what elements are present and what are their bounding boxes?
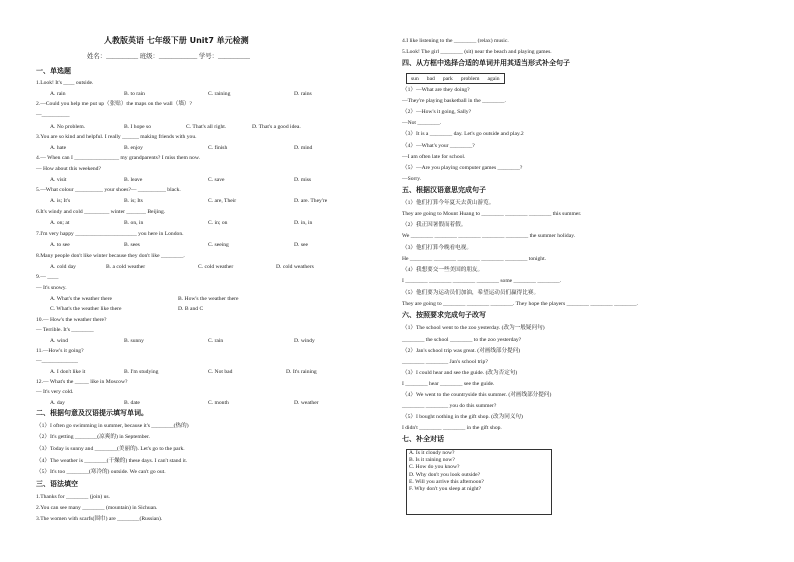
translate-2-cn: （2）我正因暑假而着假。 [402, 222, 467, 228]
section-5-heading: 五、根据汉语意思完成句子 [402, 186, 486, 194]
box-sentence-1: （1）—What are they doing? [402, 87, 470, 93]
page-title: 人教版英语 七年级下册 Unit7 单元检测 [104, 36, 249, 45]
q1-option-b[interactable]: B. to rain [124, 91, 145, 97]
word-box-item: problem [460, 75, 480, 82]
grammar-3: 3.The women with scarfs(围巾) are ________(Russian). [36, 516, 163, 522]
question-5: 5.—What colour __________ your shoes?— __________ black. [36, 187, 181, 193]
q4-option-b[interactable]: B. leave [124, 177, 143, 183]
q2-option-d[interactable]: D. That's a good idea. [252, 124, 301, 130]
q4-option-d[interactable]: D. miss [294, 177, 312, 183]
q8-option-b[interactable]: B. a cold weather [106, 264, 146, 270]
question-8: 8.Many people don't like winter because they don't like ________. [36, 253, 185, 259]
rewrite-3-answer: I ________ hear ________ see the guide. [402, 381, 495, 387]
q6-option-c[interactable]: C. in; on [208, 220, 228, 226]
dialog-option: F. Why don't you sleep at night? [409, 486, 482, 493]
q12-option-b[interactable]: B. date [124, 400, 140, 406]
q10-option-d[interactable]: D. windy [294, 338, 315, 344]
word-box-item: again [487, 75, 500, 82]
q12-option-a[interactable]: A. day [50, 400, 65, 406]
translate-4-en: I ________ ________ ________ ________ some ________ ________. [402, 278, 562, 284]
q7-option-a[interactable]: A. to see [50, 242, 70, 248]
q4-option-c[interactable]: C. save [208, 177, 225, 183]
question-12-reply: — It's very cold. [36, 389, 74, 395]
rewrite-1-prompt: （1）The school went to the zoo yesterday. (改为一般疑问句) [402, 325, 545, 331]
grammar-2: 2.You can see many ________ (mountain) in Sichuan. [36, 505, 158, 511]
word-box-item: park [442, 75, 453, 82]
question-10-reply: — Terrible. It's ________ [36, 327, 94, 333]
q7-option-b[interactable]: B. sees [124, 242, 140, 248]
q5-option-a[interactable]: A. is; It's [50, 198, 71, 204]
q3-option-a[interactable]: A. hate [50, 145, 67, 151]
grammar-5: 5.Look! The girl ________ (sit) near the beach and playing games. [402, 49, 552, 55]
q9-option-b[interactable]: B. How's the weather there [178, 296, 239, 302]
q2-option-a[interactable]: A. No problem. [50, 124, 86, 130]
section-1-heading: 一、单选题 [36, 67, 71, 75]
q9-option-d[interactable]: D. B and C [178, 306, 204, 312]
fill-word-4: （4）The weather is ________(干燥的) these days. I can't stand it. [36, 458, 188, 464]
section-3-heading: 三、语法填空 [36, 480, 78, 488]
q9-option-a[interactable]: A. What's the weather there [50, 296, 112, 302]
rewrite-4-prompt: （4）We went to the countryside this summer. (对画线部分提问) [402, 392, 552, 398]
box-sentence-2-reply: —Not ________. [402, 120, 442, 126]
section-7-heading: 七、补全对话 [402, 435, 444, 443]
translate-4-cn: （4）我想要交一些美国的朋友。 [402, 267, 484, 273]
q8-option-c[interactable]: C. cold weather [198, 264, 234, 270]
fill-word-3: （3）Today is sunny and ________(美丽的). Let's go to the park. [36, 446, 185, 452]
question-9: 9.— ____ [36, 274, 59, 280]
q8-option-d[interactable]: D. cold weathers [276, 264, 314, 270]
question-11: 11.—How's it going? [36, 348, 84, 354]
rewrite-2-prompt: （2）Jan's school trip was great. (对画线部分提问) [402, 348, 521, 354]
rewrite-5-answer: I didn't ________ ________ in the gift shop. [402, 425, 502, 431]
q12-option-d[interactable]: D. weather [294, 400, 319, 406]
q3-option-d[interactable]: D. mind [294, 145, 313, 151]
question-7: 7.I'm very happy ______________________ you here in London. [36, 231, 184, 237]
q4-option-a[interactable]: A. visit [50, 177, 67, 183]
rewrite-4-answer: ________ ________ you do this summer? [402, 403, 497, 409]
q6-option-d[interactable]: D. in, in [294, 220, 313, 226]
q2-option-b[interactable]: B. I hope so [124, 124, 152, 130]
dialog-option: C. How do you know? [409, 464, 460, 471]
translate-3-en: He ________ ________ ________ ________ ________ tonight. [402, 256, 547, 262]
dialog-option: B. Is it raining now? [409, 457, 455, 464]
q10-option-b[interactable]: B. sunny [124, 338, 144, 344]
dialog-option: D. Why don't you look outside? [409, 471, 481, 478]
word-box-item: bad [426, 75, 435, 82]
section-2-heading: 二、根据句意及汉语提示填写单词。 [36, 409, 148, 417]
grammar-1: 1.Thanks for ________ (join) us. [36, 494, 110, 500]
rewrite-1-answer: ________ the school ________ to the zoo yesterday? [402, 337, 522, 343]
rewrite-3-prompt: （3）I could hear and see the guide. (改为否定句) [402, 370, 518, 376]
q1-option-c[interactable]: C. raining [208, 91, 231, 97]
q12-option-c[interactable]: C. month [208, 400, 229, 406]
translate-1-cn: （1）他们打算今年夏天去黄山游览。 [402, 200, 495, 206]
q1-option-a[interactable]: A. rain [50, 91, 66, 97]
q11-option-c[interactable]: C. Not bad [208, 369, 233, 375]
box-sentence-5: （5）—Are you playing computer games ________? [402, 165, 523, 171]
grammar-4: 4.I like listening to the ________ (relax) music. [402, 38, 509, 44]
question-3: 3.You are so kind and helpful. I really ______ making friends with you. [36, 134, 197, 140]
dialog-options-box [406, 449, 552, 515]
question-4: 4.— When can I ________________ my grandparents? I miss them now. [36, 155, 200, 161]
q7-option-c[interactable]: C. seeing [208, 242, 229, 248]
translate-1-en: They are going to Mount Huang to ________ ________ ________ this summer. [402, 211, 582, 217]
question-2: 2.—Could you help me put up（张贴）the maps on the wall（墙）? [36, 101, 192, 107]
q9-option-c[interactable]: C. What's the weather like there [50, 306, 122, 312]
q10-option-a[interactable]: A. wind [50, 338, 69, 344]
fill-word-1: （1）I often go swimming in summer, because it's ________(热的) [36, 423, 189, 429]
rewrite-2-answer: ________ ________ Jan's school trip? [402, 359, 488, 365]
q5-option-c[interactable]: C. are, Their [208, 198, 237, 204]
translate-5-en: They are going to ________ ________ ________. They hope the players ________ ________ ________. [402, 301, 638, 307]
box-sentence-1-reply: —They're playing basketball in the ________. [402, 98, 506, 104]
question-11-reply: —_____________ [36, 358, 78, 364]
word-box-item: sun [411, 75, 419, 82]
box-sentence-5-reply: —Sorry. [402, 176, 422, 182]
q11-option-d[interactable]: D. It's raining [286, 369, 317, 375]
q11-option-a[interactable]: A. I don't like it [50, 369, 86, 375]
q3-option-c[interactable]: C. finish [208, 145, 228, 151]
question-9-reply: — It's snowy. [36, 285, 67, 291]
box-sentence-2: （2）—How's it going, Sally? [402, 109, 472, 115]
student-info-line: 姓名：__________ 班级：____________ 学号：__________ [87, 53, 250, 60]
section-6-heading: 六、按照要求完成句子改写 [402, 311, 486, 319]
translate-5-cn: （5）他们要为运动员们加油，希望运动员们赢得比赛。 [402, 290, 540, 296]
dialog-option: A. Is it cloudy now? [409, 450, 455, 456]
q2-option-c[interactable]: C. That's all right. [186, 124, 227, 130]
fill-word-5: （5）It's too ________(寒冷的) outside. We can't go out. [36, 469, 166, 475]
box-sentence-3: （3）It is a ________ day. Let's go outside and play.2 [402, 131, 524, 137]
dialog-option: E. Will you arrive this afternoon? [409, 478, 484, 485]
word-box [406, 73, 505, 84]
question-2-reply: —__________ [36, 112, 70, 118]
question-4-reply: — How about this weekend? [36, 166, 101, 172]
rewrite-5-prompt: （5）I bought nothing in the gift shop. (改为同义句) [402, 414, 523, 420]
translate-3-cn: （3）他们打算今晚看电视。 [402, 245, 472, 251]
q1-option-d[interactable]: D. rains [294, 91, 312, 97]
q11-option-b[interactable]: B. I'm studying [124, 369, 159, 375]
q10-option-c[interactable]: C. rain [208, 338, 224, 344]
q5-option-d[interactable]: D. are. They're [294, 198, 328, 204]
question-12: 12.— What's the _____ like in Moscow? [36, 379, 128, 385]
q8-option-a[interactable]: A. cold day [50, 264, 76, 270]
q5-option-b[interactable]: B. is; Its [124, 198, 143, 204]
box-sentence-4-reply: —I am often late for school. [402, 154, 466, 160]
section-4-heading: 四、从方框中选择合适的单词并用其适当形式补全句子 [402, 59, 570, 67]
q6-option-a[interactable]: A. on; at [50, 220, 70, 226]
question-1: 1.Look! It's ____ outside. [36, 80, 94, 86]
question-6: 6.It's windy and cold _________ winter _______ Beijing. [36, 209, 166, 215]
q3-option-b[interactable]: B. enjoy [124, 145, 143, 151]
q7-option-d[interactable]: D. see [294, 242, 308, 248]
translate-2-en: We ________ ________ ________ ________ ________ the summer holiday. [402, 233, 576, 239]
q6-option-b[interactable]: B. on, in [124, 220, 144, 226]
box-sentence-4: （4）—What's your ________? [402, 143, 475, 149]
fill-word-2: （2）It's getting ________(凉爽的) in September. [36, 434, 150, 440]
question-10: 10.— How's the weather there? [36, 317, 107, 323]
